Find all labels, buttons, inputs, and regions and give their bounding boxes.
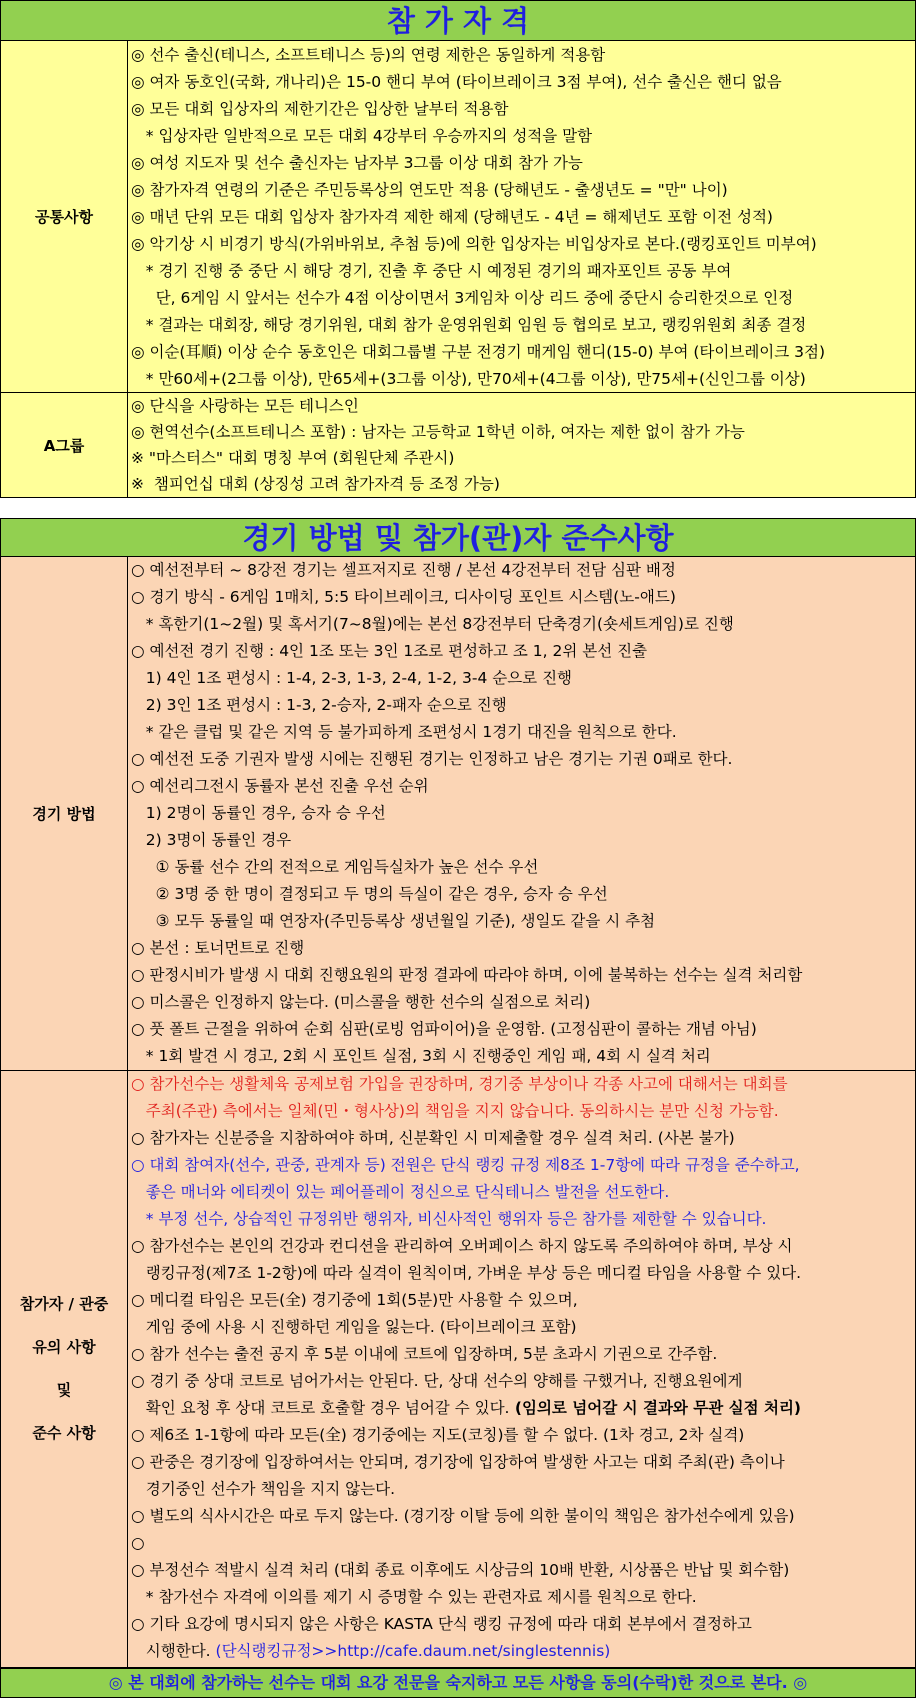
method-rule-line: ③ 모두 동률일 때 연장자(주민등록상 생년월일 기준), 생일도 같을 시 추첨: [131, 912, 656, 930]
method-rule-line: ○ 본선 : 토너먼트로 진행: [131, 939, 305, 957]
notice-rule-line: [131, 1314, 915, 1341]
notice-rule-line: [131, 1638, 915, 1665]
notice-rule-emphasis: (임의로 넘어갈 시 결과와 무관 실점 처리): [509, 1399, 802, 1417]
common-rule-line: ◎ 매년 단위 모든 대회 입상자 참가자격 제한 해제 (당해년도 - 4년 = 해제년도 포함 이전 성적): [131, 208, 773, 226]
notice-row: [1, 1071, 915, 1667]
notice-rule-line: [131, 1287, 915, 1314]
notice-rule-line: [131, 1125, 915, 1152]
method-rule-line: 2) 3명이 동률인 경우: [131, 831, 292, 849]
method-rule-line: ○ 판정시비가 발생 시 대회 진행요원의 판정 결과에 따라야 하며, 이에 불복하는 선수는 실격 처리함: [131, 966, 803, 984]
notice-rule-line: [131, 1368, 915, 1395]
notice-rule-text: 경기중인 선수가 책임을 지지 않는다.: [131, 1480, 396, 1498]
notice-label-line: 및: [56, 1381, 72, 1399]
notice-rule-text: ○ 대회 참여자(선수, 관중, 관계자 등) 전원은 단식 랭킹 규정 제8조 1-7항에 따라 규정을 준수하고,: [131, 1156, 800, 1174]
common-rules-content: [128, 41, 915, 392]
notice-rule-text: ○ 참가선수는 생활체육 공제보험 가입을 권장하며, 경기중 부상이나 각종 사고에 대해서는 대회를: [131, 1075, 788, 1093]
notice-rule-line: [131, 1071, 915, 1098]
notice-rule-line: [131, 1260, 915, 1287]
notice-rule-text: ○ 제6조 1-1항에 따라 모든(全) 경기중에는 지도(코칭)를 할 수 없다. (1차 경고, 2차 실격): [131, 1426, 745, 1444]
notice-rule-text: ○ 관중은 경기장에 입장하여서는 안되며, 경기장에 입장하여 발생한 사고는 대회 주최(관) 측이나: [131, 1453, 785, 1471]
method-rule-line: ○ 예선리그전시 동률자 본선 진출 우선 순위: [131, 777, 429, 795]
method-rule-line: * 1회 발견 시 경고, 2회 시 포인트 실점, 3회 시 진행중인 게임 패, 4회 시 실격 처리: [131, 1047, 711, 1065]
agreement-footer: ◎ 본 대회에 참가하는 선수는 대회 요강 전문을 숙지하고 모든 사항을 동의(수락)한 것으로 본다. ◎: [0, 1668, 916, 1698]
notice-rule-line: [131, 1179, 915, 1206]
group-a-content: [128, 393, 915, 497]
notice-content: [128, 1071, 915, 1667]
common-rule-line: * 입상자란 일반적으로 모든 대회 4강부터 우승까지의 성적을 말함: [131, 127, 593, 145]
common-rule-line: ◎ 참가자격 연령의 기준은 주민등록상의 연도만 적용 (당해년도 - 출생년도 = "만" 나이): [131, 181, 728, 199]
common-rule-line: ◎ 여성 지도자 및 선수 출신자는 남자부 3그룹 이상 대회 참가 가능: [131, 154, 583, 172]
group-a-rule-line: ◎ 현역선수(소프트테니스 포함) : 남자는 고등학교 1학년 이하, 여자는 제한 없이 참가 가능: [131, 423, 745, 441]
common-rule-line: ◎ 선수 출신(테니스, 소프트테니스 등)의 연령 제한은 동일하게 적용함: [131, 46, 606, 64]
notice-rule-line: [131, 1098, 915, 1125]
rules-title: 경기 방법 및 참가(관)자 준수사항: [1, 519, 915, 557]
method-rule-line: 2) 3인 1조 편성시 : 1-3, 2-승자, 2-패자 순으로 진행: [131, 696, 507, 714]
notice-rule-line: [131, 1233, 915, 1260]
eligibility-title: 참 가 자 격: [1, 1, 915, 41]
notice-rule-text: 주최(주관) 측에서는 일체(민・형사상)의 책임을 지지 않습니다. 동의하시는 분만 신청 가능함.: [131, 1102, 779, 1120]
notice-rule-line: [131, 1449, 915, 1476]
notice-rule-link[interactable]: (단식랭킹규정>>http://cafe.daum.net/singlestennis): [215, 1642, 611, 1660]
notice-label-line: 준수 사항: [32, 1424, 96, 1442]
method-rule-line: ○ 예선전부터 ~ 8강전 경기는 셀프저지로 진행 / 본선 4강전부터 전담 심판 배정: [131, 561, 676, 579]
notice-rule-text: 게임 중에 사용 시 진행하던 게임을 잃는다. (타이브레이크 포함): [131, 1318, 577, 1336]
method-content: [128, 557, 915, 1070]
method-rule-line: ○ 예선전 경기 진행 : 4인 1조 또는 3인 1조로 편성하고 조 1, 2위 본선 진출: [131, 642, 648, 660]
notice-rule-text: ○ 별도의 식사시간은 따로 두지 않는다. (경기장 이탈 등에 의한 불이익 책임은 참가선수에게 있음): [131, 1507, 795, 1525]
method-rule-line: ○ 미스콜은 인정하지 않는다. (미스콜을 행한 선수의 실점으로 처리): [131, 993, 591, 1011]
method-rule-line: * 혹한기(1~2월) 및 혹서기(7~8월)에는 본선 8강전부터 단축경기(숏세트게임)로 진행: [131, 615, 734, 633]
notice-rule-text: ○ 메디컬 타임은 모든(全) 경기중에 1회(5분)만 사용할 수 있으며,: [131, 1291, 578, 1309]
notice-rule-text: ○ 참가자는 신분증을 지참하여야 하며, 신분확인 시 미제출할 경우 실격 처리. (사본 불가): [131, 1129, 735, 1147]
notice-label: [1, 1071, 128, 1667]
notice-rule-line: [131, 1611, 915, 1638]
notice-rule-text: ○: [131, 1534, 145, 1552]
notice-rule-line: [131, 1530, 915, 1557]
method-label: 경기 방법: [1, 557, 128, 1070]
eligibility-table: [0, 0, 916, 498]
notice-rule-text: ○ 기타 요강에 명시되지 않은 사항은 KASTA 단식 랭킹 규정에 따라 대회 본부에서 결정하고: [131, 1615, 752, 1633]
method-rule-line: ○ 풋 폴트 근절을 위하여 순회 심판(로빙 엄파이어)을 운영함. (고정심판이 콜하는 개념 아님): [131, 1020, 757, 1038]
rules-table: [0, 518, 916, 1668]
notice-rule-text: 확인 요청 후 상대 코트로 호출할 경우 넘어갈 수 있다.: [131, 1399, 510, 1417]
method-rule-line: ② 3명 중 한 명이 결정되고 두 명의 득실이 같은 경우, 승자 승 우선: [131, 885, 608, 903]
method-rule-line: 1) 2명이 동률인 경우, 승자 승 우선: [131, 804, 386, 822]
common-rules-row: [1, 41, 915, 393]
notice-rule-line: [131, 1503, 915, 1530]
common-rules-label: 공통사항: [1, 41, 128, 392]
notice-rule-text: ○ 참가선수는 본인의 건강과 컨디션을 관리하여 오버페이스 하지 않도록 주의하여야 하며, 부상 시: [131, 1237, 793, 1255]
method-rule-line: ○ 경기 방식 - 6게임 1매치, 5:5 타이브레이크, 디사이딩 포인트 시스템(노-애드): [131, 588, 676, 606]
common-rule-line: * 결과는 대회장, 해당 경기위원, 대회 참가 운영위원회 임원 등 협의로 보고, 랭킹위원회 최종 결정: [131, 316, 807, 334]
notice-label-line: 유의 사항: [32, 1338, 96, 1356]
notice-rule-text: 랭킹규정(제7조 1-2항)에 따라 실격이 원칙이며, 가벼운 부상 등은 메디컬 타임을 사용할 수 있다.: [131, 1264, 802, 1282]
common-rule-line: * 만60세+(2그룹 이상), 만65세+(3그룹 이상), 만70세+(4그룹 이상), 만75세+(신인그룹 이상): [131, 370, 806, 388]
notice-rule-line: [131, 1422, 915, 1449]
notice-label-line: 참가자 / 관중: [19, 1295, 109, 1313]
group-a-rule-line: ※ 챔피언십 대회 (상징성 고려 참가자격 등 조정 가능): [131, 475, 500, 493]
notice-rule-text: ○ 참가 선수는 출전 공지 후 5분 이내에 코트에 입장하며, 5분 초과시 기권으로 간주함.: [131, 1345, 718, 1363]
notice-rule-text: 시행한다.: [131, 1642, 216, 1660]
notice-rule-line: [131, 1476, 915, 1503]
method-rule-line: * 같은 클럽 및 같은 지역 등 불가피하게 조편성시 1경기 대진을 원칙으로 한다.: [131, 723, 677, 741]
method-rule-line: 1) 4인 1조 편성시 : 1-4, 2-3, 1-3, 2-4, 1-2, 3-4 순으로 진행: [131, 669, 573, 687]
common-rule-line: 단, 6게임 시 앞서는 선수가 4점 이상이면서 3게임차 이상 리드 중에 중단시 승리한것으로 인정: [131, 289, 794, 307]
method-rule-line: ○ 예선전 도중 기권자 발생 시에는 진행된 경기는 인정하고 남은 경기는 기권 0패로 한다.: [131, 750, 733, 768]
group-a-rule-line: ◎ 단식을 사랑하는 모든 테니스인: [131, 397, 359, 415]
notice-rule-text: ○ 경기 중 상대 코트로 넘어가서는 안된다. 단, 상대 선수의 양해를 구했거나, 진행요원에게: [131, 1372, 743, 1390]
group-a-label: A그룹: [1, 393, 128, 497]
group-a-row: [1, 393, 915, 497]
notice-rule-text: * 참가선수 자격에 이의를 제기 시 증명할 수 있는 관련자료 제시를 원칙으로 한다.: [131, 1588, 697, 1606]
method-row: [1, 557, 915, 1071]
notice-rule-text: 좋은 매너와 에티켓이 있는 페어플레이 정신으로 단식테니스 발전을 선도한다.: [131, 1183, 670, 1201]
notice-rule-line: [131, 1557, 915, 1584]
notice-rule-line: [131, 1206, 915, 1233]
notice-rule-text: * 부정 선수, 상습적인 규정위반 행위자, 비신사적인 행위자 등은 참가를 제한할 수 있습니다.: [131, 1210, 767, 1228]
notice-rule-line: [131, 1395, 915, 1422]
common-rule-line: ◎ 이순(耳順) 이상 순수 동호인은 대회그룹별 구분 전경기 매게임 핸디(15-0) 부여 (타이브레이크 3점): [131, 343, 826, 361]
common-rule-line: * 경기 진행 중 중단 시 해당 경기, 진출 후 중단 시 예정된 경기의 패자포인트 공동 부여: [131, 262, 732, 280]
notice-rule-line: [131, 1584, 915, 1611]
common-rule-line: ◎ 모든 대회 입상자의 제한기간은 입상한 날부터 적용함: [131, 100, 509, 118]
method-rule-line: ① 동률 선수 간의 전적으로 게임득실차가 높은 선수 우선: [131, 858, 539, 876]
notice-rule-line: [131, 1152, 915, 1179]
common-rule-line: ◎ 악기상 시 비경기 방식(가위바위보, 추첨 등)에 의한 입상자는 비입상자로 본다.(랭킹포인트 미부여): [131, 235, 817, 253]
notice-rule-line: [131, 1341, 915, 1368]
group-a-rule-line: ※ "마스터스" 대회 명칭 부여 (회원단체 주관시): [131, 449, 455, 467]
notice-rule-text: ○ 부정선수 적발시 실격 처리 (대회 종료 이후에도 시상금의 10배 반환, 시상품은 반납 및 회수함): [131, 1561, 790, 1579]
common-rule-line: ◎ 여자 동호인(국화, 개나리)은 15-0 핸디 부여 (타이브레이크 3점 부여), 선수 출신은 핸디 없음: [131, 73, 782, 91]
